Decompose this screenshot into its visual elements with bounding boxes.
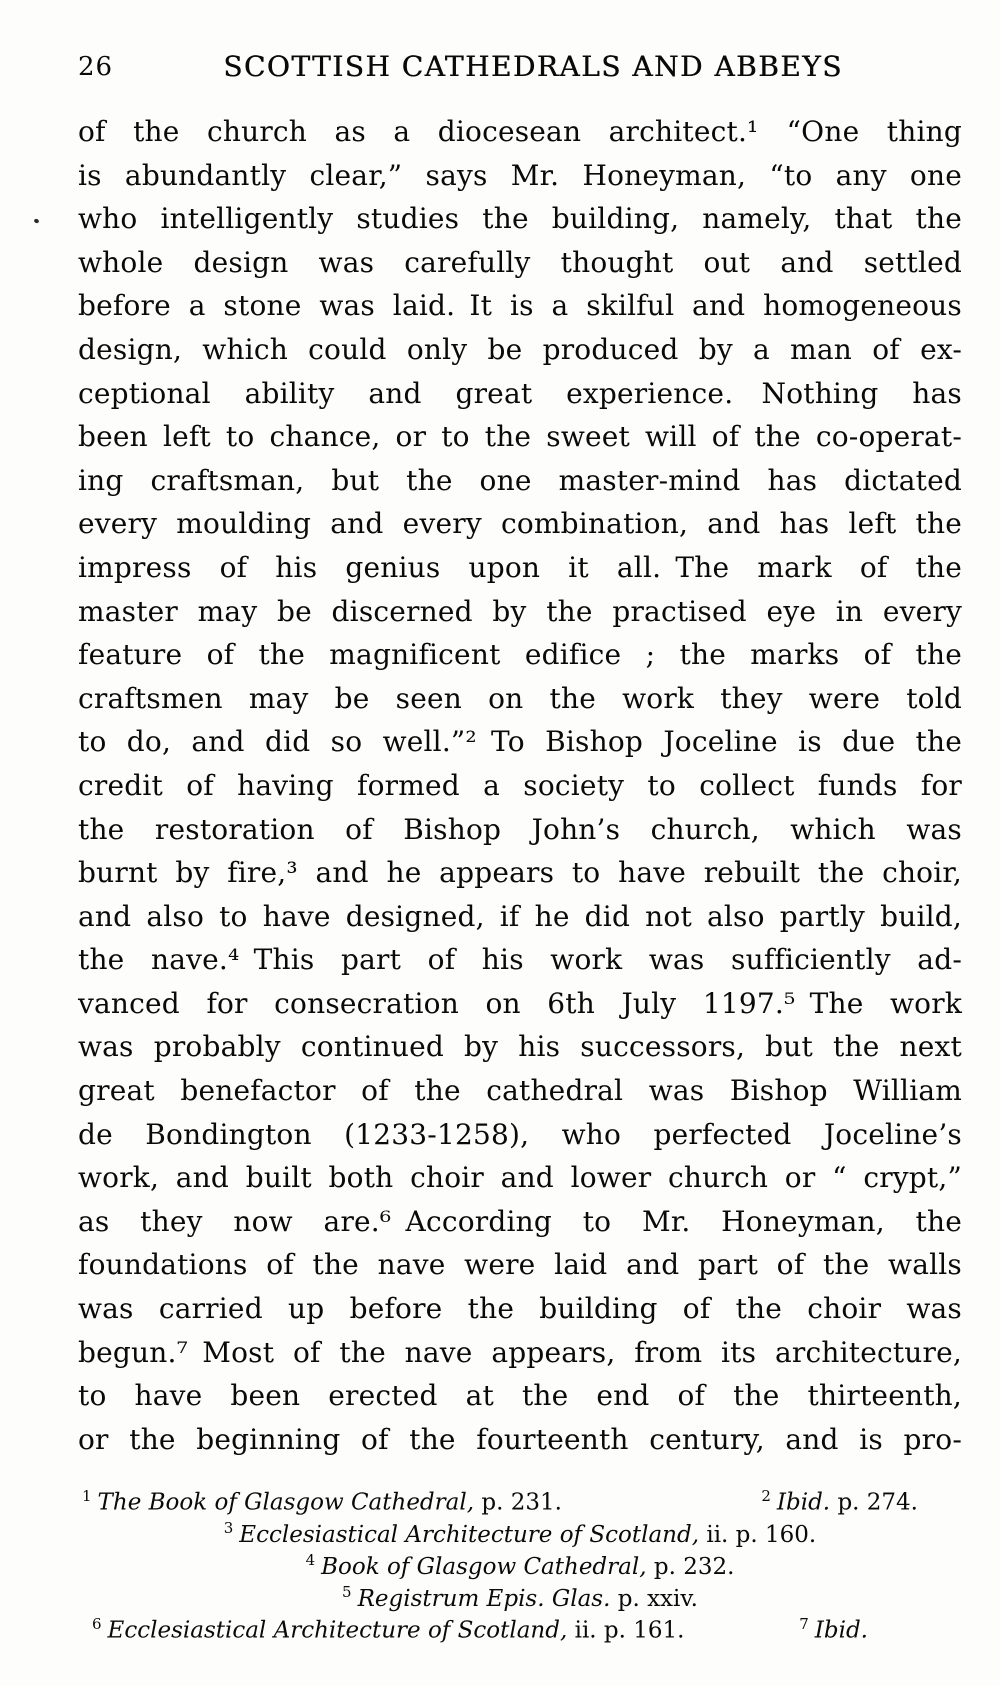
footnote-marker: 2 [761, 1487, 771, 1505]
footnote-row [78, 1576, 962, 1612]
page-header [78, 48, 962, 86]
footnote-pages: p. 274. [837, 1489, 918, 1516]
body-text-line: was probably continued by his successors, but the next [78, 1030, 962, 1064]
footnote-title: Ecclesiastical Architecture of Scotland, [107, 1617, 568, 1644]
footnote-marker: 6 [92, 1615, 102, 1633]
footnote-title: Ibid. [814, 1617, 868, 1644]
footnote-pages: p. xxiv. [617, 1585, 698, 1612]
body-text-line: begun.⁷ Most of the nave appears, from its architecture, [78, 1335, 962, 1369]
body-text-line: and also to have designed, if he did not also partly build, [78, 899, 962, 933]
footnote-title: The Book of Glasgow Cathedral, [97, 1489, 475, 1516]
footnote-pages: p. 231. [481, 1489, 562, 1516]
body-text-line: been left to chance, or to the sweet will of the co-operat- [78, 420, 962, 454]
body-text [78, 110, 962, 1461]
footnote-pages: ii. p. 160. [706, 1521, 817, 1548]
footnote-2 [761, 1480, 918, 1516]
body-text-line: ceptional ability and great experience. Nothing has [78, 376, 962, 410]
footnotes [78, 1480, 962, 1644]
body-text-line: vanced for consecration on 6th July 1197.⁵ The work [78, 986, 962, 1020]
footnote-marker: 5 [342, 1583, 352, 1601]
footnote-pages: p. 232. [653, 1553, 735, 1580]
body-text-line: burnt by fire,³ and he appears to have rebuilt the choir, [78, 856, 962, 890]
body-text-line: of the church as a diocesean architect.¹ “One thing [78, 115, 962, 148]
body-text-line: work, and built both choir and lower church or “ crypt,” [78, 1161, 962, 1195]
body-text-line: to have been erected at the end of the thirteenth, [78, 1379, 962, 1413]
footnote-marker: 7 [799, 1615, 809, 1633]
footnote-title: Ecclesiastical Architecture of Scotland, [239, 1521, 700, 1548]
body-text-line: de Bondington (1233-1258), who perfected Joceline’s [78, 1117, 962, 1151]
body-text-line: before a stone was laid. It is a skilful and homogeneous [78, 289, 962, 323]
footnote-title: Ibid. [776, 1489, 831, 1516]
body-text-line: is abundantly clear,” says Mr. Honeyman, “to any one [78, 158, 962, 192]
body-text-line: as they now are.⁶ According to Mr. Honeyman, the [78, 1204, 962, 1238]
body-text-line: every moulding and every combination, and has left the [78, 507, 962, 541]
scan-speck [33, 218, 39, 224]
body-text-line: the nave.⁴ This part of his work was sufficiently ad- [78, 943, 962, 977]
footnote-6 [92, 1608, 685, 1644]
body-text-line: or the beginning of the fourteenth century, and is pro- [78, 1422, 962, 1456]
body-text-line: impress of his genius upon it all. The mark of the [78, 550, 962, 584]
body-text-line: feature of the magnificent edifice ; the marks of the [78, 638, 962, 672]
body-text-line: was carried up before the building of the choir was [78, 1292, 962, 1326]
body-text-line: to do, and did so well.”² To Bishop Joceline is due the [78, 725, 962, 759]
footnote-pages: ii. p. 161. [574, 1617, 685, 1644]
running-title: SCOTTISH CATHEDRALS AND ABBEYS [223, 50, 843, 83]
footnote-marker: 4 [305, 1551, 316, 1569]
footnote-1 [82, 1480, 562, 1516]
body-text-line: design, which could only be produced by a man of ex- [78, 332, 962, 366]
body-text-line: craftsmen may be seen on the work they were told [78, 681, 962, 715]
body-text-line: foundations of the nave were laid and part of the walls [78, 1248, 962, 1282]
footnote-row [78, 1512, 962, 1548]
body-text-line: who intelligently studies the building, namely, that the [78, 202, 962, 236]
body-text-line: whole design was carefully thought out and settled [78, 245, 962, 279]
body-text-line: credit of having formed a society to collect funds for [78, 768, 962, 802]
footnote-title: Book of Glasgow Cathedral, [321, 1553, 647, 1580]
page-number: 26 [78, 52, 114, 82]
footnote-7 [799, 1608, 868, 1644]
footnote-row [78, 1544, 962, 1580]
body-text-line: master may be discerned by the practised eye in every [78, 594, 962, 628]
body-text-line: great benefactor of the cathedral was Bishop William [78, 1074, 962, 1108]
body-text-line: ing craftsman, but the one master-mind has dictated [78, 463, 962, 497]
footnote-title: Registrum Epis. Glas. [357, 1585, 611, 1612]
footnote-row [78, 1480, 962, 1516]
body-text-line: the restoration of Bishop John’s church, which was [78, 812, 962, 846]
footnote-marker: 1 [82, 1487, 92, 1505]
footnote-marker: 3 [223, 1519, 234, 1537]
footnote-row [78, 1608, 962, 1644]
